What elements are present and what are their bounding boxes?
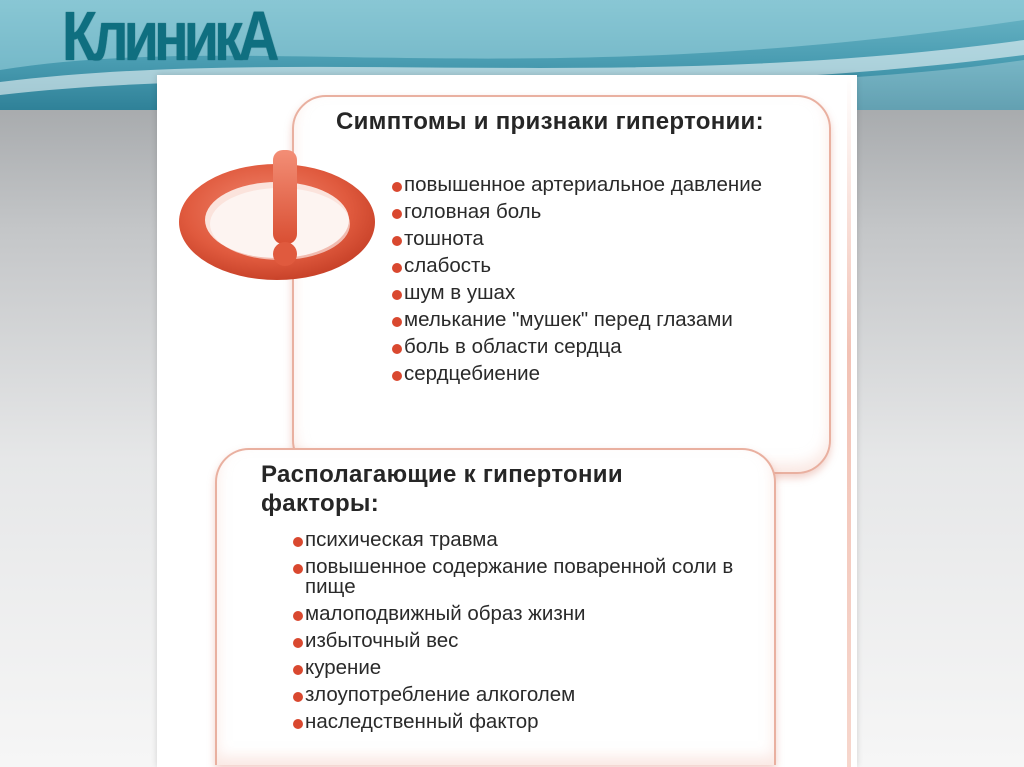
bullet-icon [293, 692, 303, 702]
list-item-text: малоподвижный образ жизни [305, 602, 586, 625]
list-item-text: шум в ушах [404, 281, 516, 304]
list-item [392, 256, 822, 276]
list-item [392, 202, 822, 222]
list-item-text: психическая травма [305, 528, 498, 551]
list-item [293, 685, 763, 705]
bullet-icon [392, 182, 402, 192]
bullet-icon [293, 665, 303, 675]
list-item [293, 631, 763, 651]
bullet-icon [392, 344, 402, 354]
list-item-text: повышенное содержание поваренной соли в пище [305, 555, 734, 598]
list-item [293, 557, 763, 597]
list-item-text: курение [305, 656, 382, 679]
list-item-text: злоупотребление алкоголем [305, 683, 576, 706]
list-item-text: наследственный фактор [305, 710, 539, 733]
list-item [293, 530, 763, 550]
bullet-icon [293, 564, 303, 574]
list-item [392, 364, 822, 384]
bullet-icon [392, 317, 402, 327]
list-item-text: головная боль [404, 200, 542, 223]
list-item-text: избыточный вес [305, 629, 459, 652]
bullet-icon [293, 719, 303, 729]
bullet-icon [293, 611, 303, 621]
list-item [392, 310, 822, 330]
sheet-edge-stripe [847, 75, 851, 767]
factors-card [215, 448, 776, 765]
list-item-text: боль в области сердца [404, 335, 622, 358]
list-item [293, 712, 763, 732]
bullet-icon [392, 263, 402, 273]
list-item-text: мелькание "мушек" перед глазами [404, 308, 733, 331]
list-item [392, 175, 822, 195]
list-item-text: повышенное артериальное давление [404, 173, 763, 196]
list-item [293, 658, 763, 678]
list-item-text: тошнота [404, 227, 484, 250]
list-item-text: слабость [404, 254, 492, 277]
factors-list [293, 530, 763, 739]
list-item [293, 604, 763, 624]
slide-title: КлиникА [62, 0, 275, 75]
symptoms-list [392, 175, 822, 391]
bullet-icon [293, 537, 303, 547]
symptoms-title: Симптомы и признаки гипертонии: [336, 108, 764, 135]
list-item [392, 229, 822, 249]
factors-title: Располагающие к гипертонии факторы: [261, 461, 623, 517]
bullet-icon [293, 638, 303, 648]
bullet-icon [392, 371, 402, 381]
bullet-icon [392, 236, 402, 246]
list-item [392, 283, 822, 303]
exclamation-circle-icon [177, 150, 377, 285]
list-item-text: сердцебиение [404, 362, 540, 385]
list-item [392, 337, 822, 357]
bullet-icon [392, 290, 402, 300]
bullet-icon [392, 209, 402, 219]
